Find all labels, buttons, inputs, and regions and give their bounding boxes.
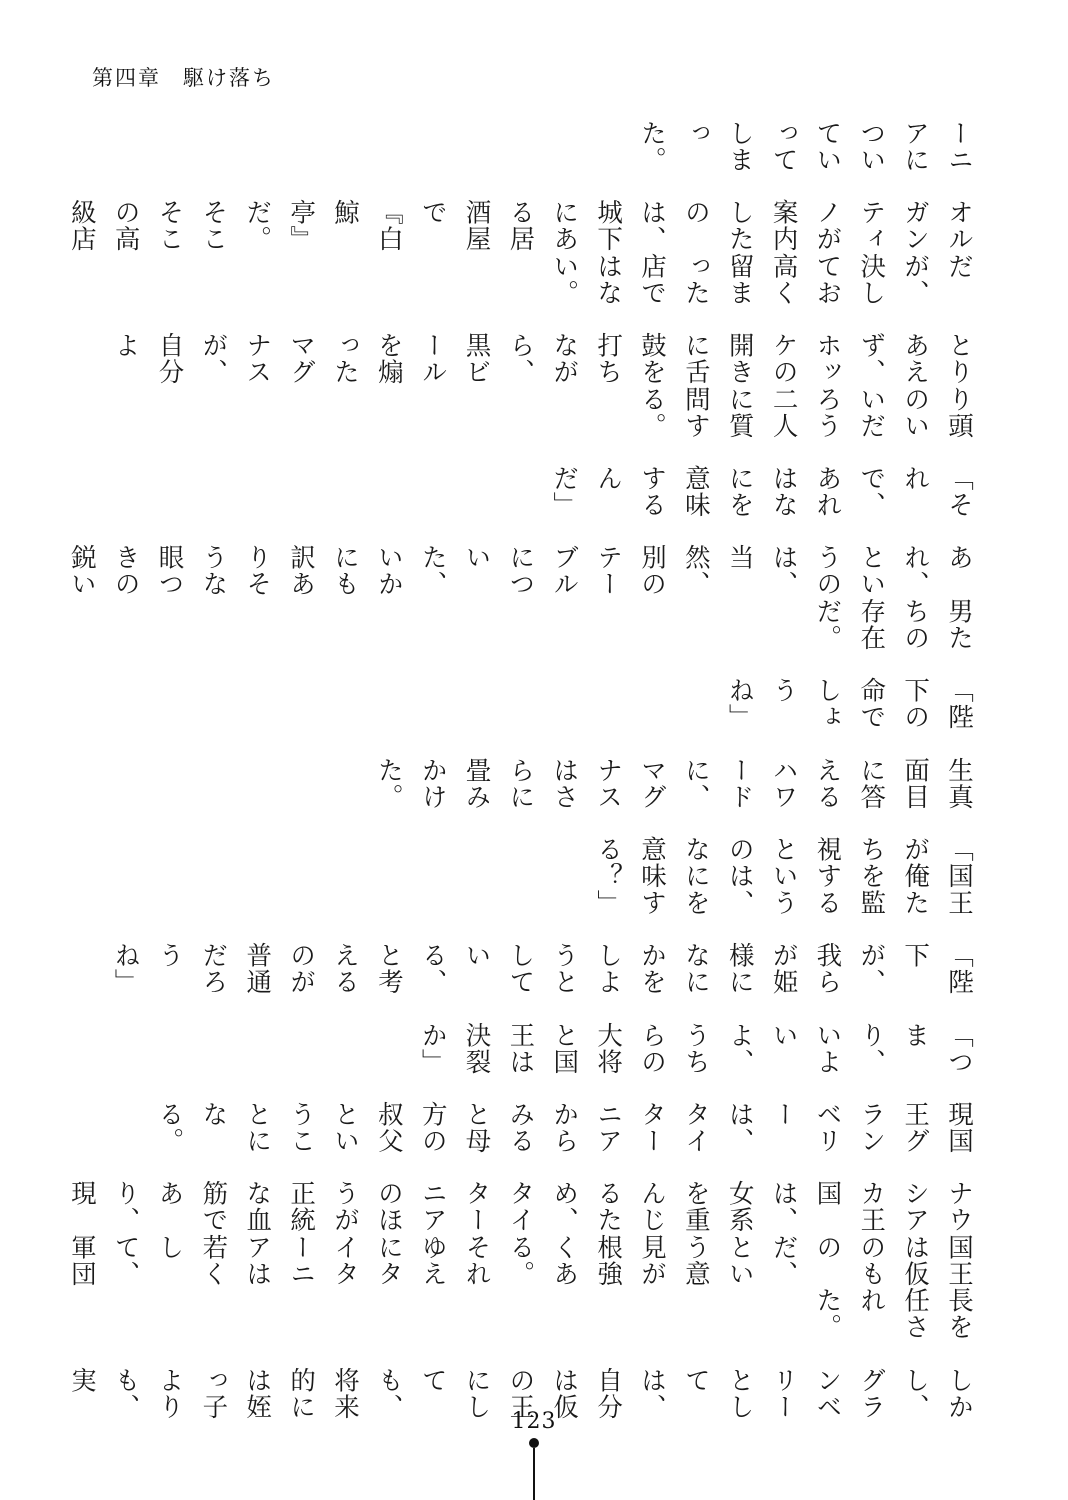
binding-mark-dot <box>529 1438 539 1448</box>
paragraph: 男たちの存在だ。 <box>812 597 974 652</box>
paragraph: 生真面目に答えるハワードに、マグナスはさらに畳みかけた。 <box>373 756 974 811</box>
chapter-title: 駆け落ち <box>183 66 275 90</box>
paragraph: ーニアについていってしまった。 <box>636 120 974 174</box>
paragraph: 「国王が俺たちを監視するというのは、なにを意味する？」 <box>593 836 974 917</box>
paragraph: り頭のいいだろう二人に質問する。 <box>636 385 974 440</box>
paragraph: あれ、というのは、当然、別のテーブルについた、いかにも訳ありそうな眼つきの鋭い <box>66 544 974 598</box>
paragraph: しかし、グランベリーとしては、自分は仮の王にしても、将来的には姪っ子よりも、実 <box>66 1366 974 1420</box>
paragraph: 現国王グランベリーは、タイターニアからみると母方の叔父ということになる。 <box>154 1100 974 1155</box>
paragraph: 長を任された。 <box>812 1287 974 1341</box>
paragraph: ナウシアカ王国は、女系を重んじるため、タイターニアのほうが正統な血筋であり、現 <box>66 1180 974 1234</box>
paragraph: オルガンティノが案内したのは、城下にある居酒屋で『白鯨亭』だ。そこそこの高級店 <box>66 199 974 253</box>
running-head <box>92 62 275 92</box>
paragraph: だが、決してお高く留まった店ではない。 <box>549 252 974 307</box>
paragraph: 「それで、あれはなにを意味するんだ」 <box>549 465 974 519</box>
paragraph: 「つまり、いよいよ、うちらの大将と国王は決裂か」 <box>417 1021 974 1075</box>
paragraph: とりあえず、ホッケの開きに舌鼓を打ちながら、黒ビールを煽ったマグナスが、自分よ <box>110 332 974 386</box>
chapter-number: 第四章 <box>92 66 161 90</box>
paragraph: 「陛下の命でしょうね」 <box>724 677 974 731</box>
body-text <box>66 120 980 1420</box>
page-number: 123 <box>511 1409 557 1434</box>
paragraph: 「陛下が、我らが姫様になにかをしようとしている、と考えるのが普通だろうね」 <box>110 942 974 996</box>
paragraph: 国王は仮のものだ、という意見が根強くある。それゆえにタイターニアは若くして、軍団 <box>66 1233 974 1288</box>
binding-mark-line <box>533 1448 535 1500</box>
binding-mark-icon <box>529 1438 539 1500</box>
